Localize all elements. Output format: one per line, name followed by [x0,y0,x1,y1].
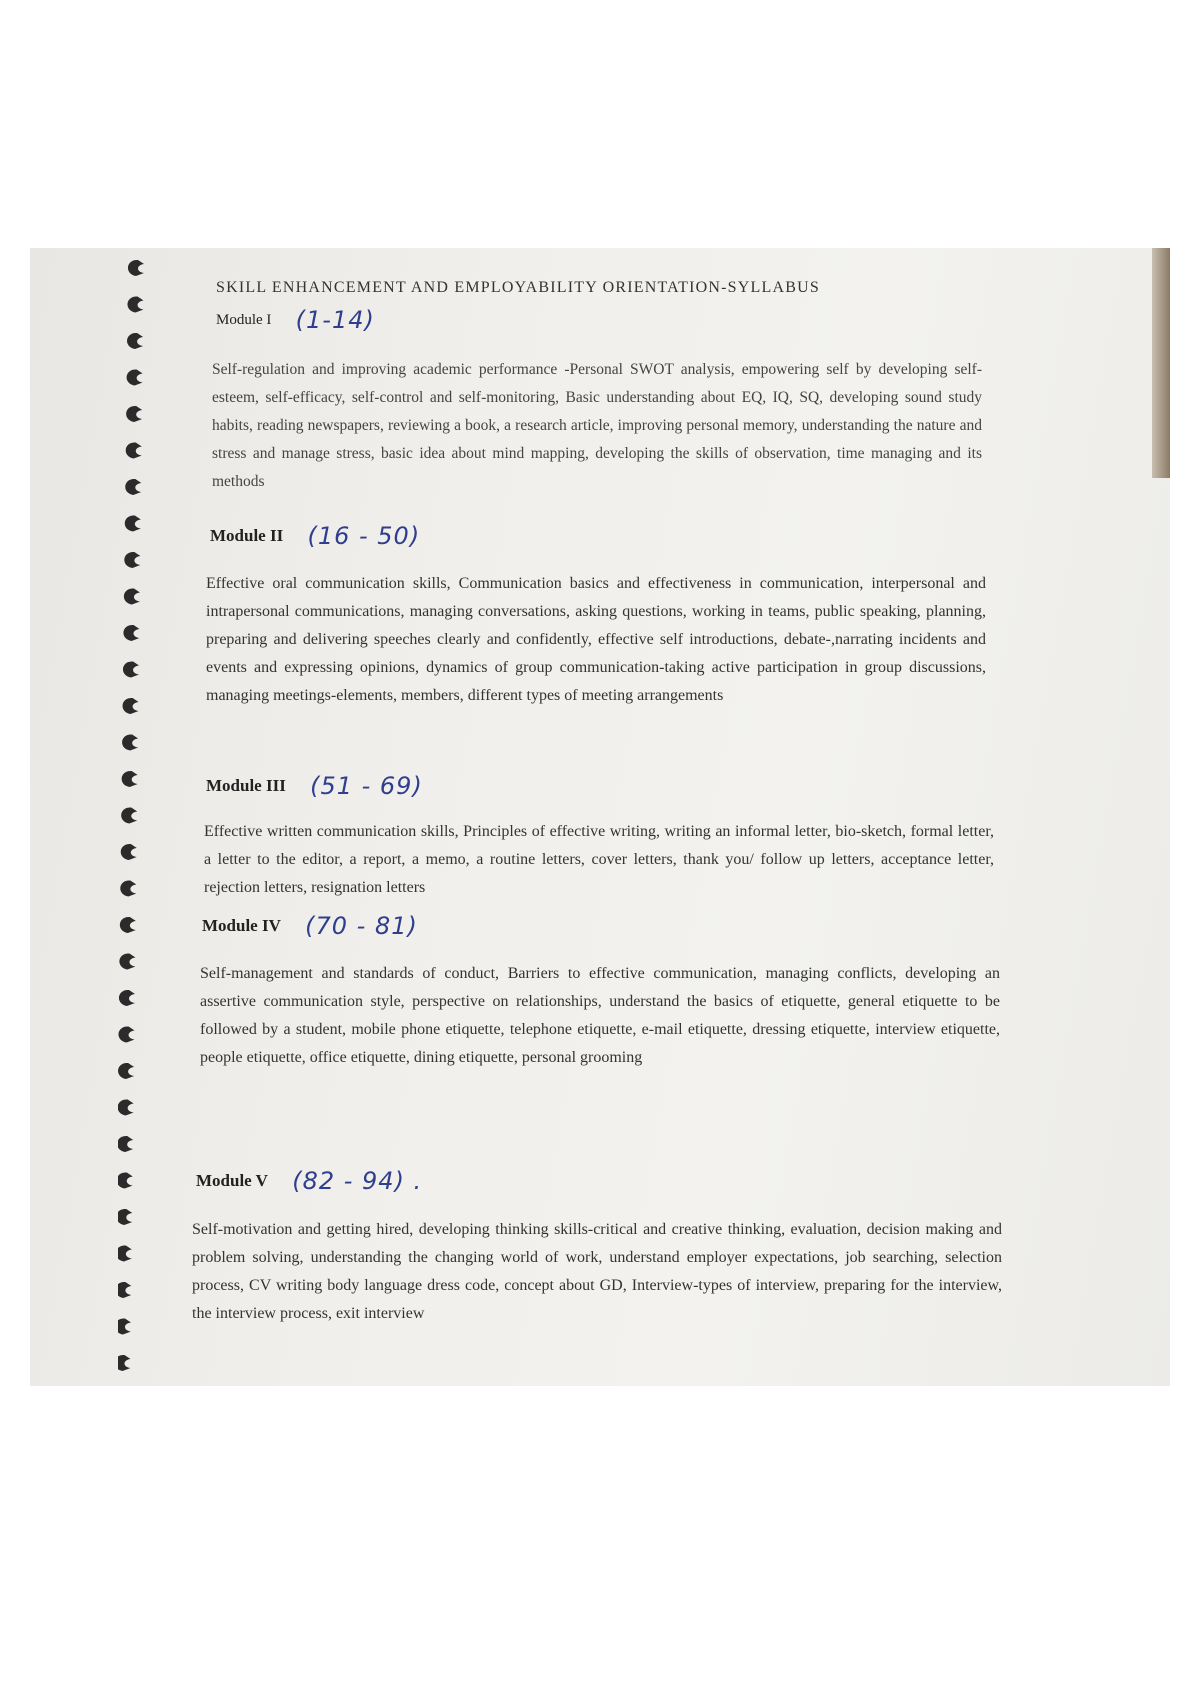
spiral-coil [126,406,142,422]
module-1-label: Module I [216,311,272,328]
module-1-page-range: (1-14) [295,306,375,334]
module-5-body: Self-motivation and getting hired, developing thinking skills-critical and creative thinking, evaluation, decision making and problem solving, understanding the changing world of work, understand employer expectations, job searching, selection process, CV writing body language dress code, concept about GD, Interview-types of interview, preparing for the interview, the interview process, exit interview [192,1221,1002,1322]
spiral-coil [118,1099,134,1115]
module-4-body: Self-management and standards of conduct, Barriers to effective communication, managing conflicts, developing an assertive communication style, perspective on relationships, understand the basics of etiquette, general etiquette to be followed by a student, mobile phone etiquette, telephone etiquette, e-mail etiquette, dressing etiquette, interview etiquette, people etiquette, office etiquette, dining etiquette, personal grooming [200,965,1000,1066]
module-4-page-range: (70 - 81) [305,912,418,940]
spiral-coil [123,698,139,714]
module-3-body: Effective written communication skills, Principles of effective writing, writing an informal letter, bio-sketch, formal letter, a letter to the editor, a report, a memo, a routine letters, cover letters, thank you/ follow up letters, acceptance letter, rejection letters, resignation letters [204,823,994,896]
module-4-label: Module IV [202,916,281,935]
spiral-coil [118,1282,131,1298]
spiral-coil [118,1209,132,1225]
module-3-page-range: (51 - 69) [310,772,423,800]
spiral-coil [127,296,143,312]
module-5-heading [196,1167,422,1195]
spiral-coil [125,479,141,495]
module-3-label: Module III [206,776,286,795]
spiral-coil [118,1318,131,1334]
spiral-coil [121,844,137,860]
module-5-label: Module V [196,1171,268,1190]
module-2-label: Module II [210,526,284,545]
spiral-coil [118,1245,132,1261]
module-1-heading [216,306,375,334]
module-4-heading [202,912,418,940]
spiral-coil [124,588,140,604]
module-2-body: Effective oral communication skills, Communication basics and effectiveness in communication, interpersonal and intrapersonal communications, managing conversations, asking questions, working in teams, public speaking, planning, preparing and delivering speeches clearly and confidently, effective self introductions, debate-,narrating incidents and events and expressing opinions, dynamics of group communication-taking active participation in group discussions, managing meetings-elements, members, different types of meeting arrangements [206,575,986,704]
photo-background-edge [1152,248,1170,478]
spiral-coil [123,661,139,677]
spiral-coil [119,953,135,969]
spiral-coil [127,333,143,349]
spiral-binding [118,248,166,1386]
module-2-heading [210,522,420,550]
module-1-body: Self-regulation and improving academic performance -Personal SWOT analysis, empowering self by developing self-esteem, self-efficacy, self-control and self-monitoring, Basic understanding about EQ, IQ, SQ, developing sound study habits, reading newspapers, reviewing a book, a research article, improving personal memory, understanding the nature and stress and manage stress, basic idea about mind mapping, developing the skills of observation, time managing and its methods [212,361,982,490]
spiral-coil [122,734,138,750]
spiral-coil [128,260,144,276]
document-title: SKILL ENHANCEMENT AND EMPLOYABILITY ORIENTATION-SYLLABUS [216,279,820,296]
spiral-coil [123,625,139,641]
spiral-coil [118,1136,133,1152]
spiral-coil [124,552,140,568]
spiral-coil [121,807,137,823]
spiral-coil [122,771,138,787]
module-3-heading [206,772,423,800]
spiral-coil [119,990,135,1006]
module-2-page-range: (16 - 50) [307,522,421,550]
spiral-coil [127,369,143,385]
spiral-coil [118,1026,134,1042]
spiral-coil [126,442,142,458]
module-5-page-range: (82 - 94) . [292,1167,423,1195]
spiral-coil [118,1063,134,1079]
spiral-coil [118,1172,133,1188]
spiral-coil [120,917,136,933]
spiral-coil [120,880,136,896]
spiral-coil [125,515,141,531]
spiral-coil [118,1355,131,1371]
